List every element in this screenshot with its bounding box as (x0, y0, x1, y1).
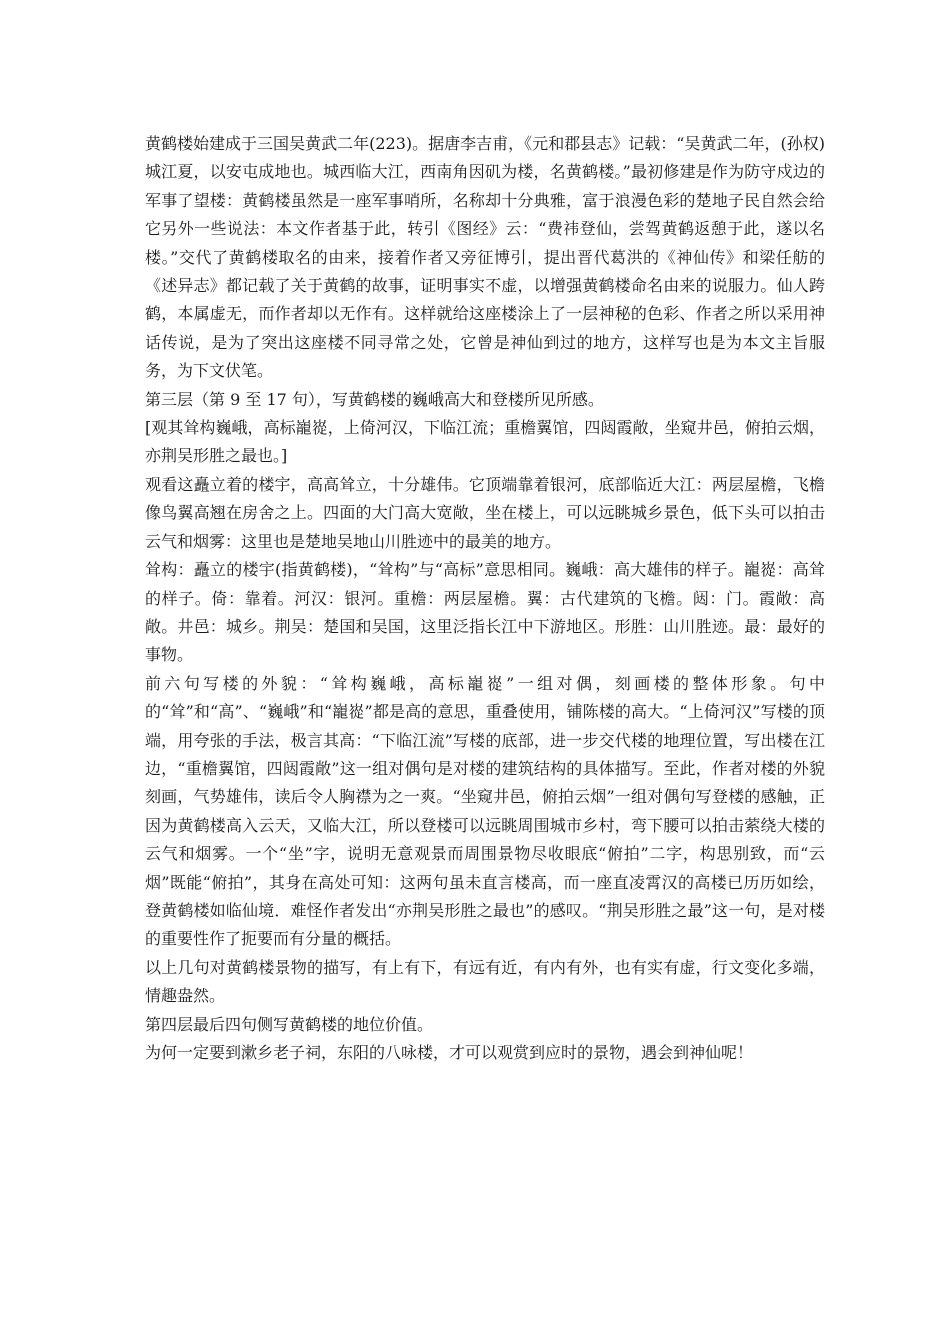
paragraph-layer-four-heading: 第四层最后四句侧写黄鹤楼的地位价值。 (145, 1014, 434, 1034)
paragraph-glossary: 耸构：矗立的楼宇(指黄鹤楼)，“耸构”与“高标”意思相同。巍峨：高大雄伟的样子。巃嵸：高耸的样子。倚：靠着。河汉：银河。重檐：两层屋檐。翼：古代建筑的飞檐。闼：门。霞敞：高敞。井邑：城乡。荆吴：楚国和吴国，这里泛指长江中下游地区。形胜：山川胜迹。最：最好的事物。 (145, 560, 825, 665)
paragraph-summary: 以上几句对黄鹤楼景物的描写，有上有下，有远有近，有内有外，也有实有虚，行文变化多端，情趣盎然。 (145, 957, 825, 1006)
paragraph-analysis: 前六句写楼的外貌：“耸构巍峨，高标巃嵸”一组对偶，刻画楼的整体形象。句中的“耸”和“高”、“巍峨”和“巃嵸”都是高的意思，重叠使用，铺陈楼的高大。“上倚河汉”写楼的顶端，用夸张的手法，极言其高：“下临江流”写楼的底部，进一步交代楼的地理位置，写出楼在江边，“重檐翼馆，四闼霞敞”这一组对偶句是对楼的建筑结构的具体描写。至此，作者对楼的外貌刻画，气势雄伟，读后令人胸襟为之一爽。“坐窥井邑，俯拍云烟”一组对偶句写登楼的感触，正因为黄鹤楼高入云天，又临大江，所以登楼可以远眺周围城市乡村，弯下腰可以拍击萦绕大楼的云气和烟雾。一个“坐”字，说明无意观景而周围景物尽收眼底“俯拍”二字，构思别致，而“云烟”既能“俯拍”，其身在高处可知：这两句虽未直言楼高，而一座直凌霄汉的高楼已历历如绘，登黄鹤楼如临仙境．难怪作者发出“亦荆吴形胜之最也”的感叹。“荆吴形胜之最”这一句，是对楼的重要性作了扼要而有分量的概括。 (145, 673, 825, 949)
paragraph-intro-history: 黄鹤楼始建成于三国吴黄武二年(223)。据唐李吉甫，《元和郡县志》记载：“吴黄武二年，(孙权)城江夏，以安屯成地也。城西临大江，西南角因矶为楼，名黄鹤楼。”最初修建是作为防守戍边的军事了望楼：黄鹤楼虽然是一座军事哨所，名称却十分典雅，富于浪漫色彩的楚地子民自然会给它另外一些说法：本文作者基于此，转引《图经》云：“费祎登仙，尝驾黄鹤返憩于此，遂以名楼。”交代了黄鹤楼取名的由来，接着作者又旁征博引，提出晋代葛洪的《神仙传》和梁任舫的《述异志》都记载了关于黄鹤的故事，证明事实不虚，以增强黄鹤楼命名由来的说服力。仙人跨鹤，本属虚无，而作者却以无作有。这样就给这座楼涂上了一层神秘的色彩、作者之所以采用神话传说，是为了突出这座楼不同寻常之处，它曾是神仙到过的地方，这样写也是为本文主旨服务，为下文伏笔。 (145, 134, 825, 381)
paragraph-closing-question: 为何一定要到漱乡老子祠，东阳的八咏楼，才可以观赏到应时的景物，遇会到神仙呢！ (145, 1043, 754, 1062)
paragraph-original-quote: [观其耸构巍峨，高标巃嵸，上倚河汉，下临江流；重檐翼馆，四闼霞敞，坐窥井邑，俯拍云烟，亦荆吴形胜之最也。] (145, 418, 825, 466)
paragraph-layer-three-heading: 第三层（第 9 至 17 句），写黄鹤楼的巍峨高大和登楼所见所感。 (145, 389, 604, 409)
document-body (145, 130, 825, 1067)
paragraph-translation: 观看这矗立着的楼宇，高高耸立，十分雄伟。它顶端靠着银河，底部临近大江：两层屋檐，飞檐像鸟翼高翘在房舍之上。四面的大门高大宽敞，坐在楼上，可以远眺城乡景色，低下头可以拍击云气和烟雾：这里也是楚地吴地山川胜迹中的最美的地方。 (145, 474, 825, 551)
